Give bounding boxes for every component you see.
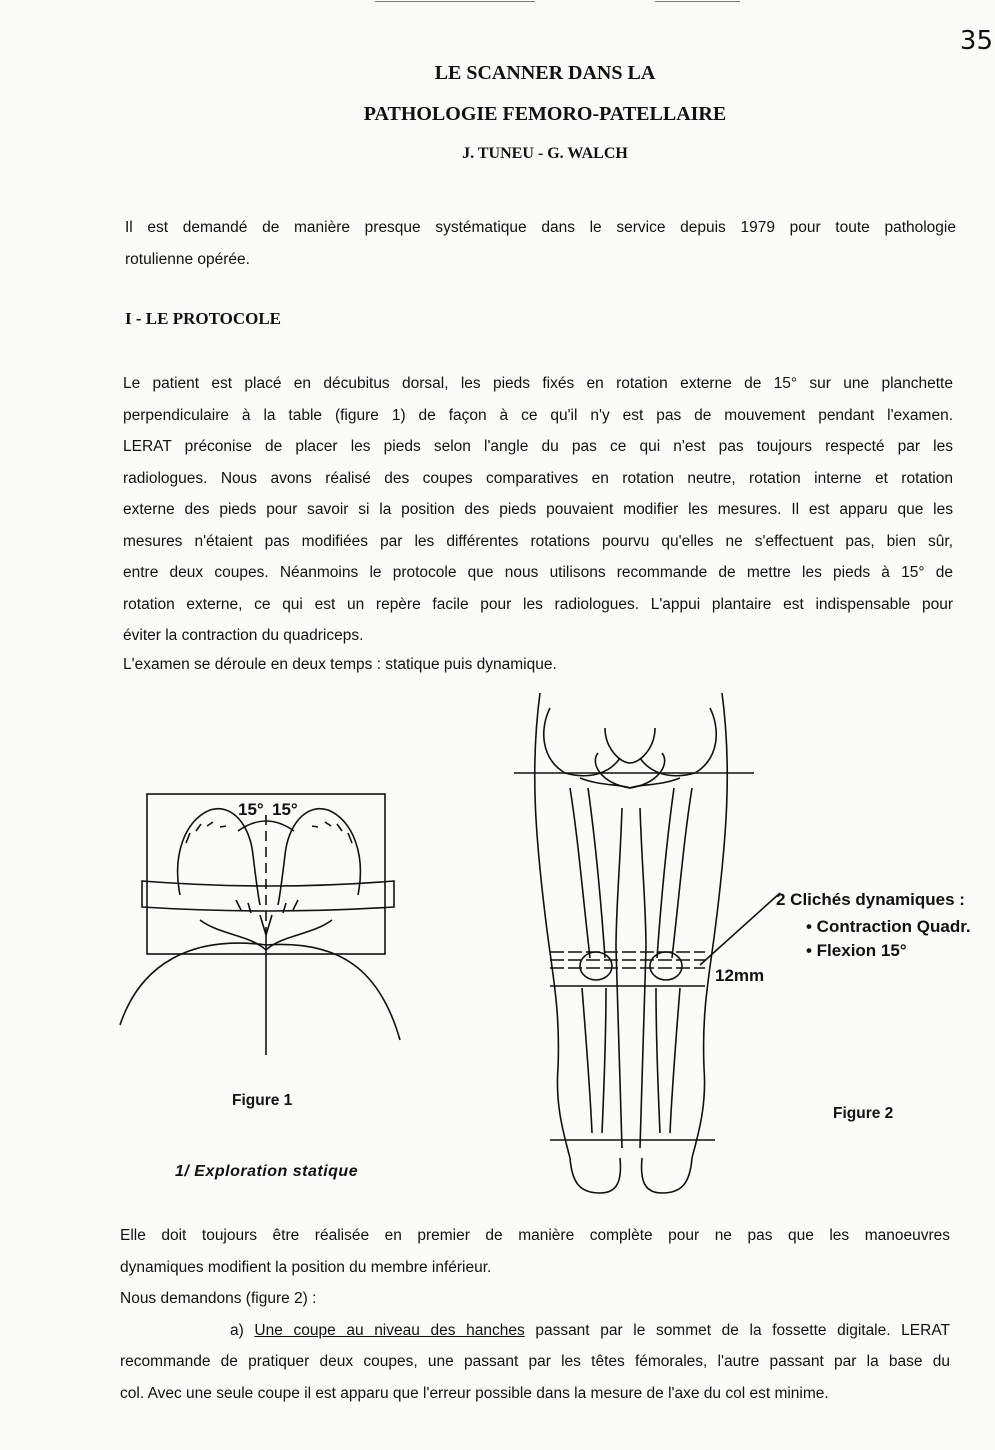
dynamic-annotation-item: • Flexion 15° [806,941,907,960]
angle-label-left: 15° [238,800,264,819]
page-number: 35 [959,26,993,56]
item-a-prefix: a) [230,1321,244,1339]
protocol-line: rotation externe, ce qui est un repère facile pour les radiologues. L'appui plantaire est indispensable pour [123,595,953,613]
static-line: Nous demandons (figure 2) : [120,1290,317,1307]
protocol-line: LERAT préconise de placer les pieds selon l'angle du pas ce qui n'est pas toujours respecté par les [123,438,953,455]
figure-1-caption: Figure 1 [232,1092,293,1109]
item-a-rest: passant par le sommet de la fossette digitale. LERAT [524,1321,950,1339]
measure-label: 12mm [715,966,765,985]
protocol-line: entre deux coupes. Néanmoins le protocole que nous utilisons recommande de mettre les pieds à 15° de [123,564,953,581]
protocol-line: L'examen se déroule en deux temps : statique puis dynamique. [123,655,557,673]
protocol-paragraph [123,368,953,678]
intro-line: Il est demandé de manière presque systématique dans le service depuis 1979 pour toute pathologie [125,219,956,236]
scan-mark [655,1,740,2]
scan-mark [375,1,535,2]
dynamic-annotation-item: • Contraction Quadr. [806,917,971,936]
figure-1-feet-drawing [110,785,410,1055]
page-title-line-2: PATHOLOGIE FEMORO-PATELLAIRE [363,103,727,125]
figure-2-lower-limbs-drawing [510,688,770,1198]
static-item-a [120,1315,950,1347]
protocol-line: externe des pieds pour savoir si la position des pieds pouvaient modifier les mesures. Il est apparu que les [123,501,953,518]
static-line: dynamiques modifient la position du membre inférieur. [120,1258,492,1276]
static-exploration-paragraph [120,1220,950,1409]
static-line: recommande de pratiquer deux coupes, une passant par les têtes fémorales, l'autre passant par la base du [120,1353,950,1370]
intro-paragraph [125,212,956,275]
intro-line: rotulienne opérée. [125,250,250,268]
protocol-line: mesures n'étaient pas modifiées par les différentes rotations pourvu qu'elles ne s'effectuent pas, bien sûr, [123,532,953,550]
angle-label-right: 15° [272,800,298,819]
protocol-line: éviter la contraction du quadriceps. [123,627,364,644]
item-a-underlined: Une coupe au niveau des hanches [254,1321,525,1339]
protocol-line: radiologues. Nous avons réalisé des coupes comparatives en rotation neutre, rotation interne et rotation [123,469,953,487]
dynamic-annotation-title: 2 Clichés dynamiques : [776,890,965,909]
static-line: col. Avec une seule coupe il est apparu que l'erreur possible dans la mesure de l'axe du col est minime. [120,1384,829,1402]
protocol-line: Le patient est placé en décubitus dorsal, les pieds fixés en rotation externe de 15° sur une planchette [123,375,953,392]
subsection-heading: 1/ Exploration statique [175,1163,359,1180]
protocol-line: perpendiculaire à la table (figure 1) de façon à ce qu'il n'y est pas de mouvement pendant l'examen. [123,406,953,424]
static-line: Elle doit toujours être réalisée en premier de manière complète pour ne pas que les manoeuvres [120,1227,950,1244]
figure-2-caption: Figure 2 [833,1105,894,1122]
authors: J. TUNEU - G. WALCH [462,145,628,162]
page-title-line-1: LE SCANNER DANS LA [434,62,656,84]
section-heading: I - LE PROTOCOLE [125,309,282,328]
